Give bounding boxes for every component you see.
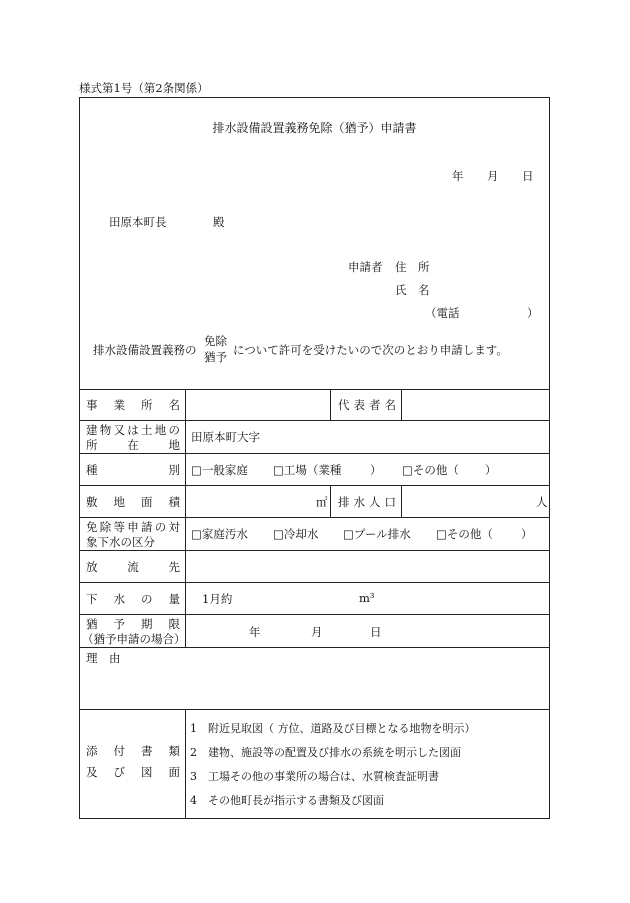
type-option-other-close: ） [485, 463, 497, 477]
date-day: 日 [522, 169, 534, 183]
addressee-honorific: 殿 [213, 215, 225, 229]
date-month: 月 [487, 169, 499, 183]
table-rule [80, 709, 549, 710]
location-label-line1: 建 物 又 は 土 地 の [86, 423, 180, 437]
sewage-option-household: □家庭汚水 [191, 527, 248, 541]
attachments-list [190, 717, 476, 813]
volume-unit: m³ [359, 591, 375, 605]
table-rule [80, 420, 549, 421]
table-rule-vertical [330, 389, 331, 420]
site-area-label: 敷 地 面 積 [86, 495, 180, 509]
deferral-day: 日 [370, 625, 382, 639]
attachments-label-line2: 及 び 図 面 [86, 765, 180, 779]
attachment-item: 4 その他町長が指示する書類及び図面 [190, 794, 384, 807]
office-name-label: 事 業 所 名 [86, 398, 180, 412]
table-rule [80, 453, 549, 454]
date-year: 年 [452, 169, 464, 183]
sewage-option-other: □その他（ [436, 527, 493, 541]
table-rule-vertical [330, 485, 331, 517]
table-rule [80, 614, 549, 615]
location-label-line2: 所 在 地 [86, 438, 180, 452]
applicant-phone-open: （電話 [425, 306, 460, 320]
applicant-phone-close: ） [527, 306, 539, 320]
deferral-year: 年 [249, 625, 261, 639]
deferral-month: 月 [311, 625, 323, 639]
application-form [79, 97, 550, 819]
table-rule-vertical [185, 709, 186, 818]
table-rule [80, 582, 549, 583]
deferral-label-line2: （猶予申請の場合） [82, 632, 186, 646]
reason-label: 理 由 [86, 651, 121, 665]
statement-option-exempt: 免除 [204, 334, 227, 348]
drainage-population-unit: 人 [536, 495, 548, 509]
drainage-population-label: 排 水 人 口 [338, 495, 396, 509]
applicant-name-label: 氏 名 [395, 283, 430, 297]
form-number: 様式第1号（第2条関係） [79, 81, 209, 95]
table-rule [80, 550, 549, 551]
type-option-factory-close: ） [370, 463, 382, 477]
location-value: 田原本町大字 [191, 430, 260, 444]
discharge-label: 放 流 先 [86, 560, 180, 574]
volume-value: 1月約 [202, 592, 233, 606]
statement-prefix: 排水設備設置義務の [93, 343, 197, 357]
addressee-name: 田原本町長 [109, 215, 167, 229]
volume-label: 下 水 の 量 [86, 592, 180, 606]
representative-label: 代 表 者 名 [338, 398, 396, 412]
sewage-option-cooling: □冷却水 [273, 527, 319, 541]
table-rule-vertical [401, 485, 402, 517]
statement-option-defer: 猶予 [204, 350, 227, 364]
table-rule [80, 517, 549, 518]
table-rule [80, 485, 549, 486]
attachment-item: 1 附近見取図（ 方位、道路及び目標となる地物を明示） [190, 722, 476, 735]
table-rule [80, 647, 549, 648]
attachments-label-line1: 添 付 書 類 [86, 744, 180, 758]
form-title: 排水設備設置義務免除（猶予）申請書 [212, 121, 417, 135]
type-label: 種 別 [86, 463, 180, 477]
deferral-label-line1: 猶 予 期 限 [86, 617, 180, 631]
statement-suffix: について許可を受けたいので次のとおり申請します。 [233, 343, 508, 357]
attachment-item: 3 工場その他の事業所の場合は、水質検査証明書 [190, 770, 439, 783]
table-rule-vertical [401, 389, 402, 420]
attachment-item: 2 建物、施設等の配置及び排水の系統を明示した図面 [190, 746, 461, 759]
applicant-label: 申請者 [348, 260, 383, 274]
type-option-other: □その他（ [402, 463, 459, 477]
sewage-class-label-line1: 免 除 等 申 請 の 対 [86, 520, 180, 534]
table-rule-vertical [185, 389, 186, 647]
applicant-address-label: 住 所 [395, 260, 430, 274]
table-rule [80, 389, 549, 390]
sewage-option-pool: □プール排水 [343, 527, 411, 541]
site-area-unit: ㎡ [316, 495, 328, 509]
sewage-option-other-close: ） [521, 527, 533, 541]
type-option-factory: □工場（業種 [273, 463, 342, 477]
sewage-class-label-line2: 象下水の区分 [86, 535, 155, 549]
statement-options [204, 333, 227, 365]
type-option-household: □一般家庭 [191, 463, 248, 477]
